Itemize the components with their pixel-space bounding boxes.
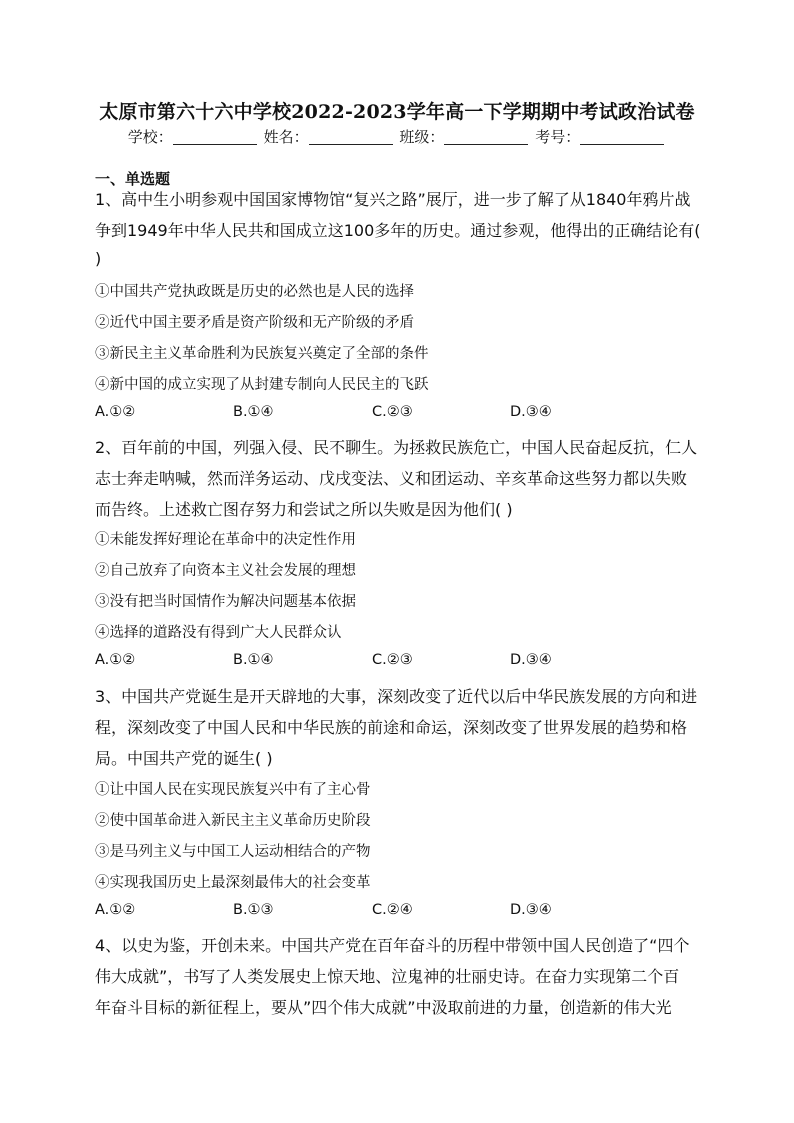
question-1-choice-c[interactable]: C.②③ (372, 404, 413, 420)
section-heading: 一、单选题 (95, 170, 171, 188)
question-2-choice-c[interactable]: C.②③ (372, 652, 413, 668)
question-3-choices (95, 902, 695, 922)
student-info-line (0, 126, 794, 147)
question-2-option-2: ②自己放弃了向资本主义社会发展的理想 (95, 563, 356, 579)
question-4-line-2: 伟大成就”，书写了人类发展史上惊天地、泣鬼神的壮丽史诗。在奋力实现第二个百 (95, 967, 680, 986)
question-3-choice-d[interactable]: D.③④ (510, 902, 552, 918)
question-4-line-3: 年奋斗目标的新征程上，要从”四个伟大成就”中汲取前进的力量，创造新的伟大光 (95, 998, 672, 1017)
exam-number-label: 考号： (535, 128, 581, 146)
question-3-choice-b[interactable]: B.①③ (233, 902, 274, 918)
exam-title: 太原市第六十六中学校2022-2023学年高一下学期期中考试政治试卷 (99, 101, 695, 123)
question-1-choice-b[interactable]: B.①④ (233, 404, 274, 420)
question-1-choices (95, 404, 695, 424)
question-1-option-1: ①中国共产党执政既是历史的必然也是人民的选择 (95, 284, 414, 300)
name-label: 姓名： (263, 128, 309, 146)
question-1-choice-d[interactable]: D.③④ (510, 404, 552, 420)
question-2-line-3: 而告终。上述救亡图存努力和尝试之所以失败是因为他们( ) (95, 500, 513, 519)
question-2-choice-a[interactable]: A.①② (95, 652, 136, 668)
question-1-line-1: 1、高中生小明参观中国国家博物馆“复兴之路”展厅，进一步了解了从1840年鸦片战 (95, 190, 691, 209)
question-3-option-2: ②使中国革命进入新民主主义革命历史阶段 (95, 813, 371, 829)
question-3-option-3: ③是马列主义与中国工人运动相结合的产物 (95, 844, 371, 860)
exam-number-blank[interactable] (580, 130, 664, 145)
school-label: 学校： (127, 128, 173, 146)
name-blank[interactable] (309, 130, 393, 145)
question-3-line-2: 程，深刻改变了中国人民和中华民族的前途和命运，深刻改变了世界发展的趋势和格 (95, 718, 688, 737)
question-1-option-2: ②近代中国主要矛盾是资产阶级和无产阶级的矛盾 (95, 315, 414, 331)
school-blank[interactable] (173, 130, 257, 145)
question-2-line-2: 志士奔走呐喊，然而洋务运动、戊戌变法、义和团运动、辛亥革命这些努力都以失败 (95, 469, 688, 488)
question-3-choice-a[interactable]: A.①② (95, 902, 136, 918)
question-3-option-4: ④实现我国历史上最深刻最伟大的社会变革 (95, 875, 371, 891)
question-2-choice-d[interactable]: D.③④ (510, 652, 552, 668)
question-1-option-4: ④新中国的成立实现了从封建专制向人民民主的飞跃 (95, 377, 429, 393)
class-label: 班级： (399, 128, 445, 146)
question-2-option-1: ①未能发挥好理论在革命中的决定性作用 (95, 532, 356, 548)
question-3-option-1: ①让中国人民在实现民族复兴中有了主心骨 (95, 782, 371, 798)
question-2-choices (95, 652, 695, 672)
question-1-option-3: ③新民主主义革命胜利为民族复兴奠定了全部的条件 (95, 346, 429, 362)
question-4-line-1: 4、以史为鉴，开创未来。中国共产党在百年奋斗的历程中带领中国人民创造了“四个 (95, 936, 690, 955)
question-1-line-3: ) (95, 249, 102, 268)
question-3-choice-c[interactable]: C.②④ (372, 902, 413, 918)
question-2-option-4: ④选择的道路没有得到广大人民群众认 (95, 625, 342, 641)
question-1-line-2: 争到1949年中华人民共和国成立这100多年的历史。通过参观，他得出的正确结论有( (95, 221, 701, 240)
question-1-choice-a[interactable]: A.①② (95, 404, 136, 420)
question-3-line-1: 3、中国共产党诞生是开天辟地的大事，深刻改变了近代以后中华民族发展的方向和进 (95, 687, 698, 706)
question-2-choice-b[interactable]: B.①④ (233, 652, 274, 668)
question-2-line-1: 2、百年前的中国，列强入侵、民不聊生。为拯救民族危亡，中国人民奋起反抗，仁人 (95, 438, 698, 457)
question-2-option-3: ③没有把当时国情作为解决问题基本依据 (95, 594, 356, 610)
question-3-line-3: 局。中国共产党的诞生( ) (95, 749, 273, 768)
class-blank[interactable] (444, 130, 528, 145)
